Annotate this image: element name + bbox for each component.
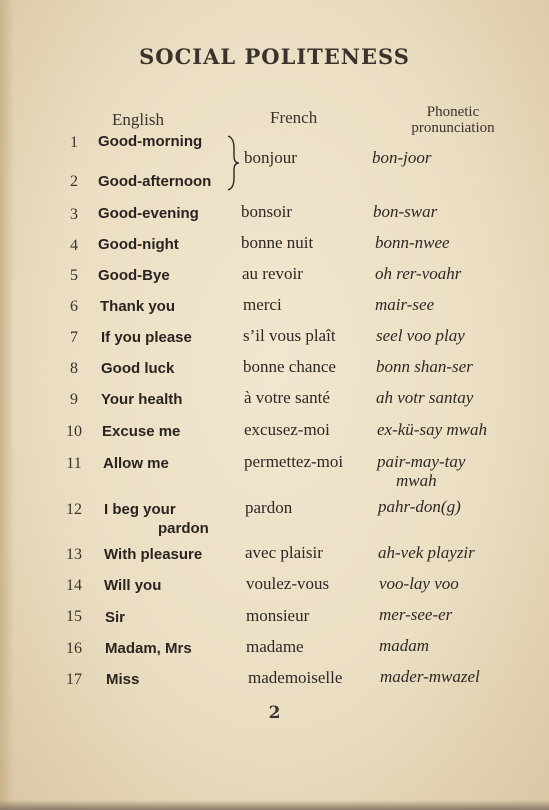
row-number: 16 <box>66 640 82 657</box>
english-phrase: Good-Bye <box>98 267 170 284</box>
row-number: 6 <box>70 298 78 315</box>
row-number: 10 <box>66 423 82 440</box>
english-phrase: With pleasure <box>104 546 203 563</box>
english-phrase: Excuse me <box>102 423 181 440</box>
french-word: mademoiselle <box>248 668 343 687</box>
phonetic-text: pahr-don(g) <box>378 497 461 516</box>
phonetic-text: ah-vek playzir <box>378 543 475 562</box>
english-phrase: Miss <box>106 671 140 688</box>
page-number: 2 <box>268 703 281 723</box>
row-number: 7 <box>70 329 78 346</box>
page-left-shadow <box>0 0 14 810</box>
row-number: 11 <box>66 455 82 472</box>
french-word: à votre santé <box>244 388 330 407</box>
english-phrase: Sir <box>105 609 126 626</box>
phonetic-text: voo-lay voo <box>379 574 459 593</box>
french-word: bonne chance <box>243 357 336 376</box>
english-phrase: Madam, Mrs <box>105 640 192 657</box>
french-word: voulez-vous <box>246 574 330 593</box>
row-number: 8 <box>70 360 78 377</box>
french-word: monsieur <box>246 606 310 625</box>
english-phrase: Thank you <box>100 298 176 315</box>
phonetic-text: pair-may-tay <box>377 452 466 471</box>
french-word: au revoir <box>242 264 303 283</box>
header-phonetic-line1: Phonetic <box>426 104 480 120</box>
row-number: 13 <box>66 546 82 563</box>
row-number: 12 <box>66 501 82 518</box>
phonetic-text: bon-swar <box>373 202 438 221</box>
english-phrase: Good-afternoon <box>98 173 212 190</box>
french-word: avec plaisir <box>245 543 323 562</box>
english-phrase: Will you <box>104 577 162 594</box>
row-number: 3 <box>70 206 78 223</box>
header-phonetic <box>388 104 518 136</box>
header-english: English <box>112 110 164 129</box>
english-phrase: If you please <box>101 329 192 346</box>
phonetic-text: mader-mwazel <box>380 667 480 686</box>
row-number: 17 <box>66 671 82 688</box>
french-word: bonjour <box>244 148 297 167</box>
french-word: bonne nuit <box>241 233 314 252</box>
phonetic-text-continued: mwah <box>396 471 437 490</box>
french-word: excusez-moi <box>244 420 330 439</box>
phonetic-text: mer-see-er <box>379 605 453 624</box>
brace-icon <box>226 134 240 192</box>
page-bottom-shadow <box>0 800 549 810</box>
phonetic-text: seel voo play <box>376 326 465 345</box>
french-word: pardon <box>245 498 293 517</box>
phonetic-text: bonn shan-ser <box>376 357 473 376</box>
phonetic-text: ah votr santay <box>376 388 474 407</box>
english-phrase: I beg your <box>104 501 176 518</box>
english-phrase-continued: pardon <box>158 520 209 537</box>
phonetic-text: ex-kü-say mwah <box>377 420 487 439</box>
english-phrase: Good-evening <box>98 205 199 222</box>
phonetic-text: mair-see <box>375 295 435 314</box>
phonetic-text: oh rer-voahr <box>375 264 462 283</box>
phonetic-text: madam <box>379 636 430 655</box>
french-word: madame <box>246 637 304 656</box>
page-title: SOCIAL POLITENESS <box>139 44 410 69</box>
header-french: French <box>270 108 318 127</box>
phonetic-text: bon-joor <box>372 148 432 167</box>
french-word: permettez-moi <box>244 452 344 471</box>
row-number: 4 <box>70 237 78 254</box>
english-phrase: Your health <box>101 391 183 408</box>
french-word: merci <box>243 295 282 314</box>
header-phonetic-line2: pronunciation <box>411 120 495 136</box>
row-number: 2 <box>70 173 78 190</box>
row-number: 15 <box>66 608 82 625</box>
french-word: bonsoir <box>241 202 292 221</box>
row-number: 1 <box>70 134 78 151</box>
english-phrase: Good-night <box>98 236 179 253</box>
row-number: 5 <box>70 267 78 284</box>
english-phrase: Good luck <box>101 360 175 377</box>
phonetic-text: bonn-nwee <box>375 233 450 252</box>
english-phrase: Good-morning <box>98 133 203 150</box>
row-number: 9 <box>70 391 78 408</box>
english-phrase: Allow me <box>103 455 169 472</box>
row-number: 14 <box>66 577 82 594</box>
french-word: s’il vous plaît <box>243 326 336 345</box>
